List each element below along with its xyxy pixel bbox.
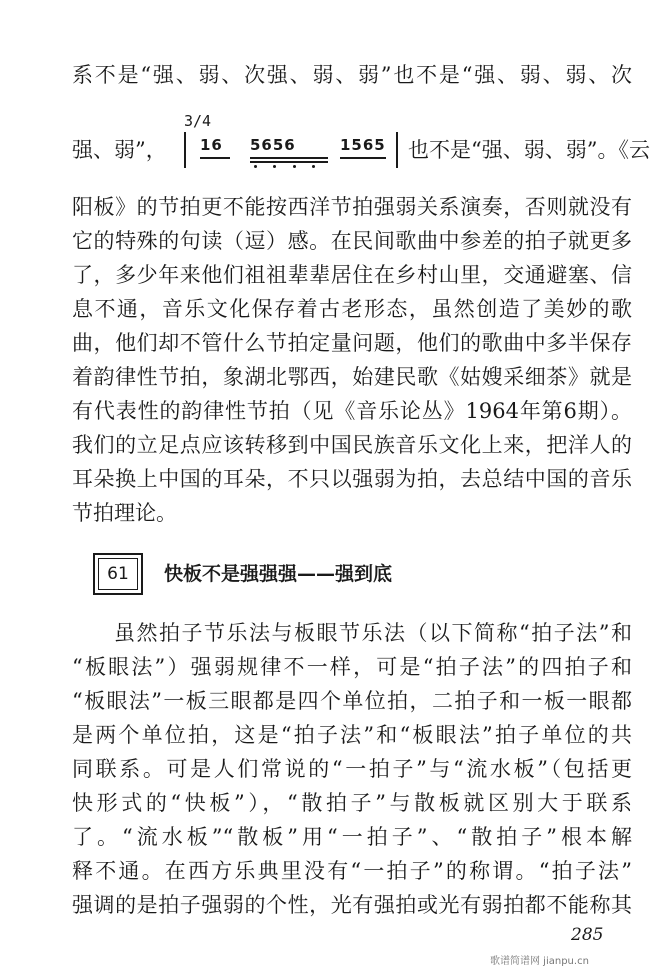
numbered-notation-example bbox=[72, 112, 662, 172]
section-title: 快板不是强强强——强到底 bbox=[164, 563, 393, 585]
note-group-1: 16 bbox=[200, 136, 223, 154]
text-line: 了，多少年来他们祖祖辈辈居住在乡村山里，交通避塞、信 bbox=[72, 263, 632, 287]
text-line: “板眼法”）强弱规律不一样，可是“拍子法”的四拍子和 bbox=[72, 655, 632, 679]
text-line: 系不是“强、弱、次强、弱、弱”也不是“强、弱、弱、次 bbox=[72, 63, 632, 87]
text-line: 也不是“强、弱、弱”。《云 bbox=[408, 138, 650, 162]
lower-octave-dot bbox=[254, 165, 257, 168]
text-line: 我们的立足点应该转移到中国民族音乐文化上来，把洋人的 bbox=[72, 433, 632, 457]
page-number: 285 bbox=[571, 925, 604, 945]
text-line: 强、弱”， bbox=[72, 138, 167, 162]
underline bbox=[250, 157, 328, 159]
note-group-2: 5656 bbox=[250, 136, 296, 154]
watermark: 歌谱简谱网 jianpu.cn bbox=[490, 956, 589, 967]
bar-line bbox=[396, 132, 398, 168]
text-line: 释不通。在西方乐典里没有“一拍子”的称谓。“拍子法” bbox=[72, 859, 632, 883]
text-line: 耳朵换上中国的耳朵，不只以强弱为拍，去总结中国的音乐 bbox=[72, 467, 632, 491]
bar-line bbox=[184, 132, 186, 168]
text-line: 同联系。可是人们常说的“一拍子”与“流水板”（包括更 bbox=[72, 757, 632, 781]
text-line: 了。“流水板”“散板”用“一拍子”、“散拍子”根本解 bbox=[72, 825, 632, 849]
text-line: 阳板》的节拍更不能按西洋节拍强弱关系演奏，否则就没有 bbox=[72, 195, 632, 219]
text-line: 虽然拍子节乐法与板眼节乐法（以下简称“拍子法”和 bbox=[114, 621, 632, 645]
underline bbox=[340, 157, 386, 159]
text-line: “板眼法”一板三眼都是四个单位拍，二拍子和一板一眼都 bbox=[72, 689, 632, 713]
text-line: 它的特殊的句读（逗）感。在民间歌曲中参差的拍子就更多 bbox=[72, 229, 632, 253]
text-line: 是两个单位拍，这是“拍子法”和“板眼法”拍子单位的共 bbox=[72, 723, 632, 747]
text-line: 强调的是拍子强弱的个性，光有强拍或光有弱拍都不能称其 bbox=[72, 893, 632, 917]
text-line: 快形式的“快板”），“散拍子”与散板就区别大于联系 bbox=[72, 791, 632, 815]
text-line: 曲，他们却不管什么节拍定量问题，他们的歌曲中多半保存 bbox=[72, 331, 632, 355]
text-line: 节拍理论。 bbox=[72, 501, 177, 525]
lower-octave-dot bbox=[273, 165, 276, 168]
note-group-3: 1565 bbox=[340, 136, 386, 154]
text-line: 着韵律性节拍，象湖北鄂西，始建民歌《姑嫂采细茶》就是 bbox=[72, 365, 632, 389]
text-line: 有代表性的韵律性节拍（见《音乐论丛》1964年第6期）。 bbox=[72, 399, 632, 423]
lower-octave-dot bbox=[293, 165, 296, 168]
text-line: 息不通，音乐文化保存着古老形态，虽然创造了美妙的歌 bbox=[72, 297, 632, 321]
time-signature: 3/4 bbox=[184, 112, 212, 130]
section-number: 61 bbox=[107, 564, 129, 584]
underline bbox=[250, 161, 328, 163]
lower-octave-dot bbox=[312, 165, 315, 168]
underline bbox=[200, 157, 230, 159]
section-number-box bbox=[93, 553, 143, 595]
